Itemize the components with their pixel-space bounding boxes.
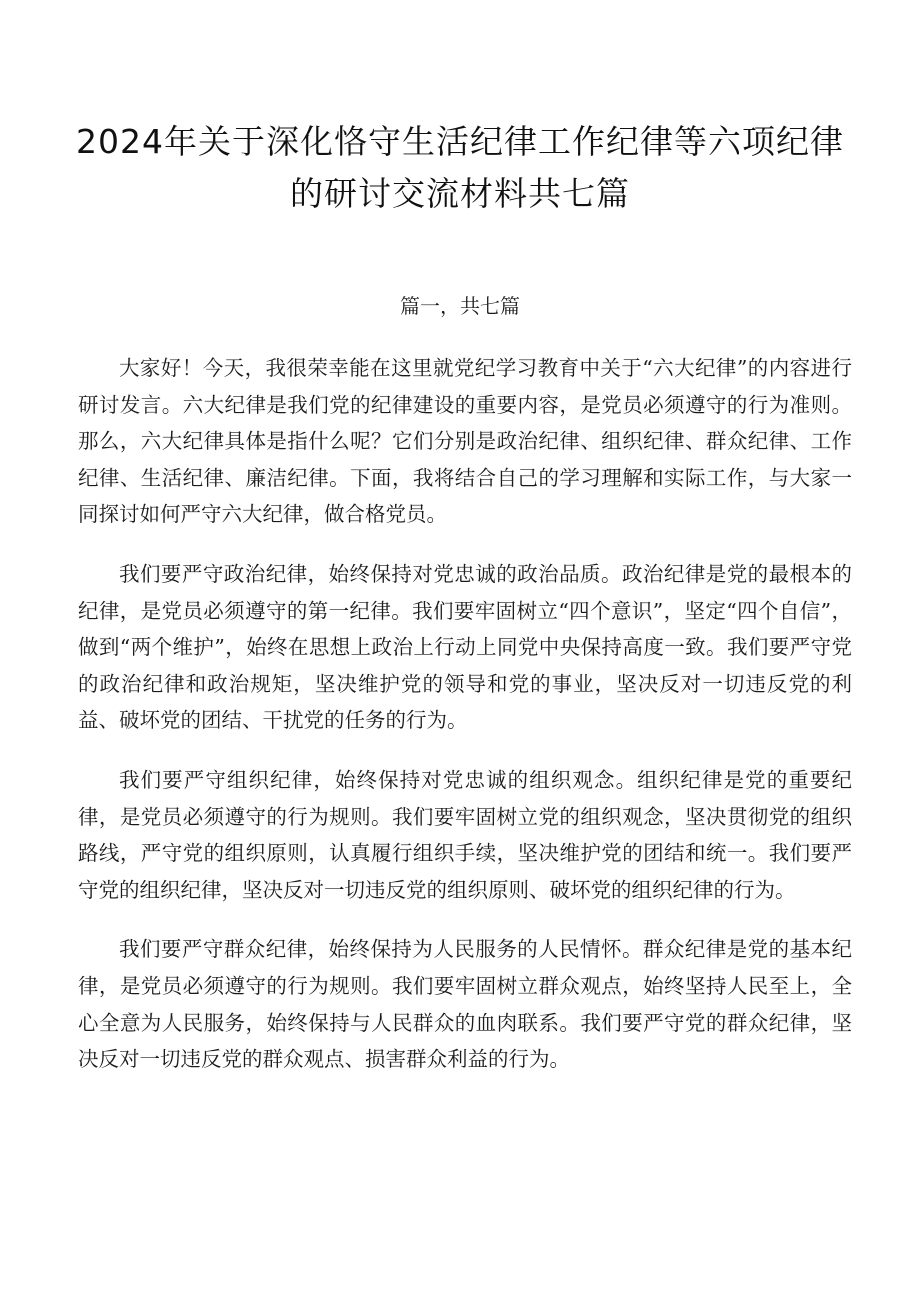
- document-title-line-1: 2024年关于深化恪守生活纪律工作纪律等六项纪律: [76, 122, 844, 161]
- paragraph-4: 我们要严守群众纪律，始终保持为人民服务的人民情怀。群众纪律是党的基本纪律，是党员必须遵守的行为规则。我们要牢固树立群众观点，始终坚持人民至上，全心全意为人民服务，始终保持与人民群众的血肉联系。我们要严守党的群众纪律，坚决反对一切违反党的群众观点、损害群众利益的行为。: [78, 937, 852, 1072]
- document-body: [78, 350, 852, 1101]
- document-title-line-2: 的研讨交流材料共七篇: [290, 174, 630, 213]
- paragraph-2: 我们要严守政治纪律，始终保持对党忠诚的政治品质。政治纪律是党的最根本的纪律，是党员必须遵守的第一纪律。我们要牢固树立“四个意识”，坚定“四个自信”，做到“两个维护”，始终在思想上政治上行动上同党中央保持高度一致。我们要严守党的政治纪律和政治规矩，坚决维护党的领导和党的事业，坚决反对一切违反党的利益、破坏党的团结、干扰党的任务的行为。: [78, 561, 852, 733]
- paragraph-3: 我们要严守组织纪律，始终保持对党忠诚的组织观念。组织纪律是党的重要纪律，是党员必须遵守的行为规则。我们要牢固树立党的组织观念，坚决贯彻党的组织路线，严守党的组织原则，认真履行组织手续，坚决维护党的团结和统一。我们要严守党的组织纪律，坚决反对一切违反党的组织原则、破坏党的组织纪律的行为。: [78, 767, 852, 902]
- document-title: [70, 116, 850, 220]
- paragraph-1: 大家好！今天，我很荣幸能在这里就党纪学习教育中关于“六大纪律”的内容进行研讨发言。六大纪律是我们党的纪律建设的重要内容，是党员必须遵守的行为准则。那么，六大纪律具体是指什么呢？它们分别是政治纪律、组织纪律、群众纪律、工作纪律、生活纪律、廉洁纪律。下面，我将结合自己的学习理解和实际工作，与大家一同探讨如何严守六大纪律，做合格党员。: [78, 356, 852, 527]
- section-heading: 篇一，共七篇: [400, 294, 520, 318]
